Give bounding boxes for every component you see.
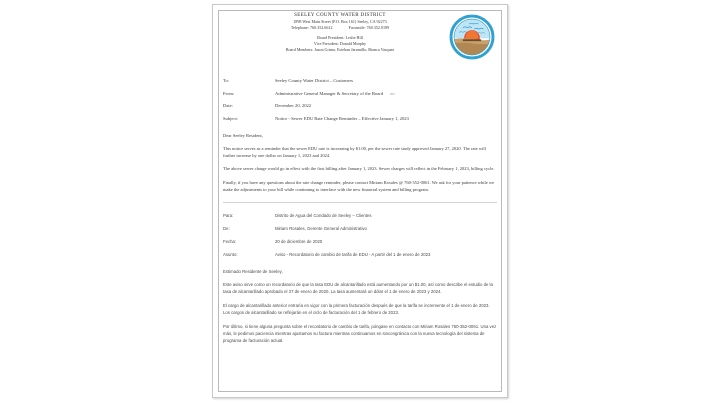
salutation-english: Dear Seeley Resident, [223,132,263,138]
body-english [223,132,497,194]
vice-president: Vice President: Donald Murphy [313,41,367,47]
salutation-spanish: Estimado Residente de Seeley, [223,268,283,274]
memo-value-para: Distrito de Agua del Condado de Seeley – Clientes [275,212,372,218]
page-content [213,5,507,397]
signature-initials: mr. [390,90,397,96]
memo-label-fecha: Fecha: [223,238,237,244]
paragraph-spanish-3: Por último, si tiene alguna pregunta sobre el recordatorio de cambio de tarifa, póngase en contacto con Miriam Rosales 760-352-0061. Una vez más, le pedimos paciencia mientras ajustamos su factura mientras continuamos en sincongránica con la nueva tecnología del sistema de programa de facturación actual. [223,323,497,343]
memo-value-de: Miriam Rosales, Gerente General Administrativo [275,225,367,231]
memo-row-to [223,78,497,83]
memo-fields-english [223,78,497,121]
memo-row-asunto [223,252,497,257]
paragraph-english-1: This notice serves as a reminder that the sewer EDU rate is increasing by $1.00, per the sewer rate study approved January 27, 2020. The rate will further increase by one dollar on January 1, 2023 and 2024. [223,145,486,158]
section-divider [223,202,497,203]
memo-row-fecha [223,239,497,244]
telephone-text: Telephone: 760.352.6612 [290,25,333,31]
memo-label-asunto: Asunto: [223,251,238,257]
memo-value-to: Seeley County Water District – Customers [275,78,354,83]
memo-row-from [223,91,497,96]
board-president: Board President: Leslie Hill [317,35,363,41]
memo-label-to: To: [223,78,230,83]
spanish-section [223,213,497,345]
memo-row-subject [223,116,497,121]
memo-value-subject: Notice - Sewer EDU Rate Change Reminder – Effective January 1, 2023 [275,115,409,121]
memo-value-date: December 20, 2022 [275,103,312,108]
memo-label-date: Date: [223,103,233,108]
memo-label-de: De: [223,225,230,231]
memo-row-para [223,213,497,218]
memo-value-from [275,91,396,96]
organization-contact [223,25,457,31]
memo-value-fecha: 20 de diciembre de 2020 [275,238,323,244]
district-seal-icon [449,14,495,60]
paragraph-spanish-1: Este aviso sirve como un recordatorio de que la tasa EDU de alcantarillado está aumentando por un $1.00, así como describe el estudio de la tasa de alcantarillado aprobado el 27 de enero de 2020. La tasa aumentará un dólar el 1 de enero de 2023 y 2024. [223,281,493,294]
paragraph-english-2: The above sewer charge would go in effect with the first billing after January 1, 2023. Sewer charges will reflect in the February 1, 2023, billing cycle. [223,166,495,172]
memo-label-from: From: [223,90,235,96]
memo-label-subject: Subject: [223,115,239,121]
organization-address: 1898 West Main Street (P.O. Box 161) Seeley, CA 92273 [293,19,387,24]
facsimile-text: Facsimile: 760.352.0189 [348,25,390,31]
memo-label-para: Para: [223,212,234,218]
memo-row-de [223,226,497,231]
paragraph-spanish-2: El cargo de alcantarillado anterior entraría en vigor con la primera facturación después de que la tarifa se incremente el 1 de enero de 2023. Los cargos de alcantarillado se reflejarán en el ciclo de facturación del 1 de febrero de 2023. [223,302,490,315]
board-listing [223,35,457,53]
memo-from-text: Administrative General Manager & Secretary of the Board [275,90,384,96]
board-members: Board Members: Jason Grima, Esteban Jaramillo, Bianca Vasquez [285,47,395,53]
body-spanish [223,268,497,345]
memo-value-asunto: Aviso - Recordatorio de cambio de tarifa de EDU - A partir del 1 de enero de 2023 [275,251,431,257]
document-page [212,4,508,398]
memo-row-date [223,103,497,108]
paragraph-english-3: Finally, if you have any questions about the rate change reminder, please contact Miriam Rosales @ 760-352-0061. We ask for your patience while we make the adjustments to your bill while continuing to interface with the new financial system and billing program. [223,180,495,193]
memo-fields-spanish [223,213,497,257]
letterhead [223,12,497,64]
organization-name: SEELEY COUNTY WATER DISTRICT [294,13,386,18]
